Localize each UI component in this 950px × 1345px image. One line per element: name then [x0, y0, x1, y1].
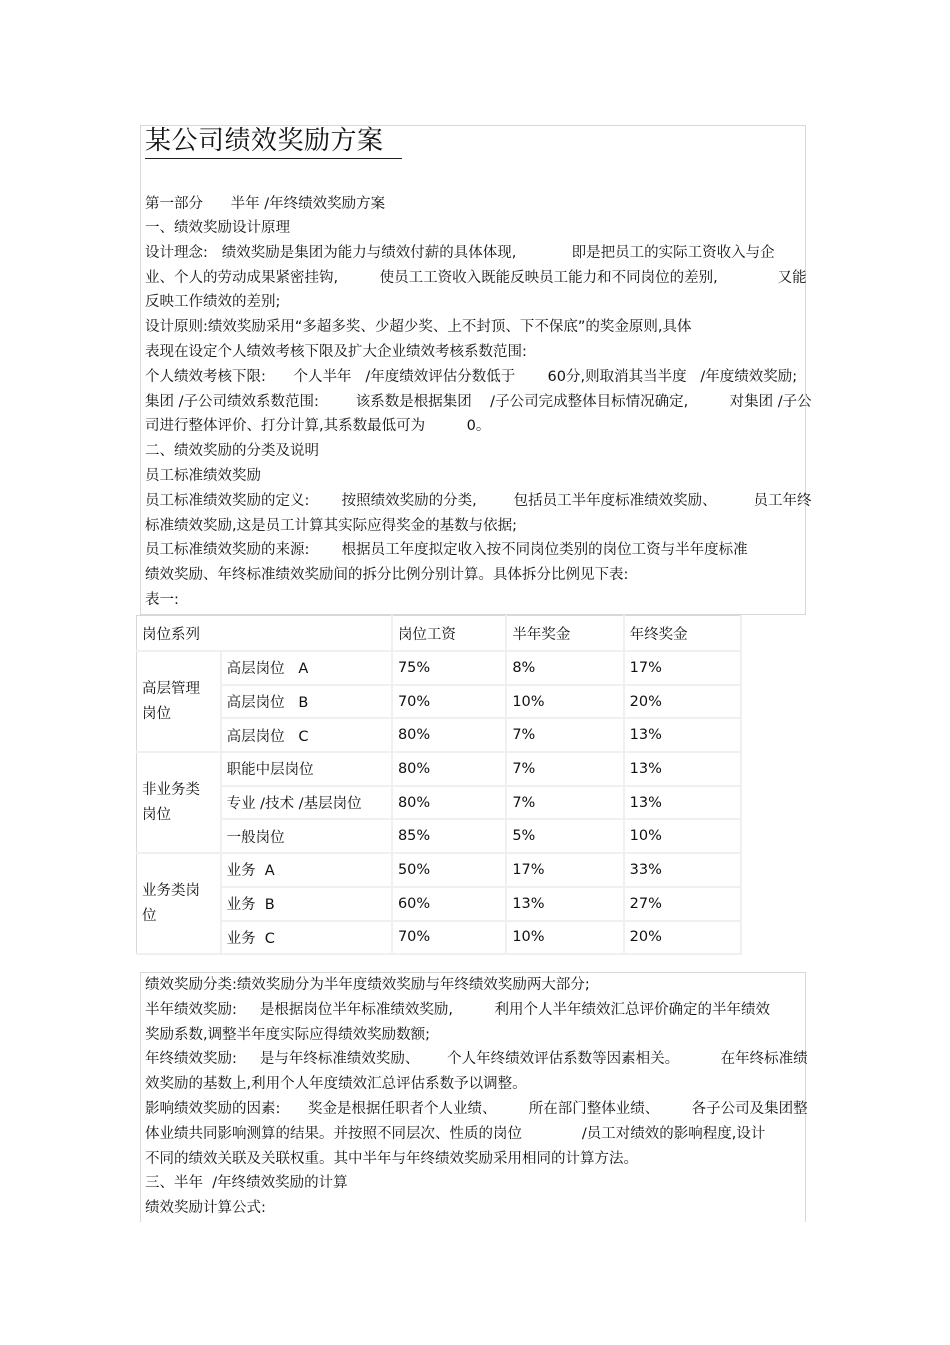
base-salary-cell: 50% [392, 853, 506, 887]
half-year-bonus-cell: 17% [506, 853, 623, 887]
text-line: 员工标准绩效奖励的来源: 根据员工年度拟定收入按不同岗位类别的岗位工资与半年度标准 [145, 542, 748, 559]
header-half-year-bonus: 半年奖金 [506, 616, 623, 652]
base-salary-cell: 80% [392, 752, 506, 786]
text-line: 年终绩效奖励: 是与年终标准绩效奖励、 个人年终绩效评估系数等因素相关。 在年终标准绩 [145, 1051, 808, 1068]
text-line: 业、个人的劳动成果紧密挂钩, 使员工工资收入既能反映员工能力和不同岗位的差别, 又能 [145, 269, 807, 286]
base-salary-cell: 80% [392, 718, 506, 752]
half-year-bonus-cell: 5% [506, 819, 623, 853]
text-line: 奖励系数,调整半年度实际应得绩效奖励数额; [145, 1026, 430, 1043]
text-line: 三、半年 /年终绩效奖励的计算 [145, 1175, 348, 1192]
text-line: 一、绩效奖励设计原理 [145, 220, 290, 236]
text-line: 表一: [145, 592, 179, 608]
base-salary-cell: 70% [392, 685, 506, 719]
year-end-bonus-cell: 10% [624, 819, 741, 853]
year-end-bonus-cell: 33% [624, 853, 741, 887]
header-position-series: 岗位系列 [137, 616, 392, 652]
group-name-cell: 非业务类 岗位 [137, 752, 221, 853]
table-row [137, 685, 742, 719]
text-line: 员工标准绩效奖励 [145, 468, 261, 484]
text-line: 员工标准绩效奖励的定义: 按照绩效奖励的分类, 包括员工半年度标准绩效奖励、 员工年终 [145, 492, 812, 509]
position-cell: 一般岗位 [221, 819, 392, 853]
half-year-bonus-cell: 13% [506, 887, 623, 921]
base-salary-cell: 80% [392, 786, 506, 820]
table-row [137, 752, 742, 786]
document-title: 某公司绩效奖励方案 [145, 124, 402, 159]
text-line: 表现在设定个人绩效考核下限及扩大企业绩效考核系数范围: [145, 344, 527, 360]
text-line: 反映工作绩效的差别; [145, 294, 281, 311]
position-cell: 高层岗位 C [221, 718, 392, 752]
position-cell: 业务 B [221, 887, 392, 921]
text-line: 设计原则:绩效奖励采用“多超多奖、少超少奖、上不封顶、下不保底”的奖金原则,具体 [145, 319, 692, 336]
year-end-bonus-cell: 13% [624, 752, 741, 786]
group-name-cell: 高层管理 岗位 [137, 651, 221, 752]
half-year-bonus-cell: 7% [506, 752, 623, 786]
table-header-row [137, 616, 742, 652]
base-salary-cell: 70% [392, 921, 506, 955]
text-line: 效奖励的基数上,利用个人年度绩效汇总评估系数予以调整。 [145, 1076, 527, 1093]
year-end-bonus-cell: 20% [624, 921, 741, 955]
text-line: 影响绩效奖励的因素: 奖金是根据任职者个人业绩、 所在部门整体业绩、 各子公司及集团整 [145, 1101, 808, 1117]
position-cell: 高层岗位 A [221, 651, 392, 685]
table-row [137, 786, 742, 820]
half-year-bonus-cell: 7% [506, 718, 623, 752]
header-base-salary: 岗位工资 [392, 616, 506, 652]
text-line: 绩效奖励计算公式: [145, 1200, 266, 1217]
section-heading: 第一部分 半年 /年终绩效奖励方案 [145, 196, 386, 212]
half-year-bonus-cell: 8% [506, 651, 623, 685]
text-line: 标准绩效奖励,这是员工计算其实际应得奖金的基数与依据; [145, 517, 517, 534]
half-year-bonus-cell: 10% [506, 921, 623, 955]
base-salary-cell: 75% [392, 651, 506, 685]
year-end-bonus-cell: 17% [624, 651, 741, 685]
half-year-bonus-cell: 7% [506, 786, 623, 820]
year-end-bonus-cell: 13% [624, 786, 741, 820]
year-end-bonus-cell: 13% [624, 718, 741, 752]
half-year-bonus-cell: 10% [506, 685, 623, 719]
base-salary-cell: 85% [392, 819, 506, 853]
text-line: 体业绩共同影响测算的结果。并按照不同层次、性质的岗位 /员工对绩效的影响程度,设计 [145, 1125, 766, 1142]
text-line: 集团 /子公司绩效系数范围: 该系数是根据集团 /子公司完成整体目标情况确定, 对集团 /子公 [145, 393, 812, 410]
table-row [137, 651, 742, 685]
base-salary-cell: 60% [392, 887, 506, 921]
position-cell: 高层岗位 B [221, 685, 392, 719]
group-name-cell: 业务类岗 位 [137, 853, 221, 954]
position-cell: 业务 A [221, 853, 392, 887]
text-line: 半年绩效奖励: 是根据岗位半年标准绩效奖励, 利用个人半年绩效汇总评价确定的半年绩效 [145, 1001, 771, 1018]
header-year-end-bonus: 年终奖金 [624, 616, 741, 652]
bonus-split-table [136, 615, 742, 955]
table-row [137, 921, 742, 955]
table-row [137, 887, 742, 921]
text-line: 二、绩效奖励的分类及说明 [145, 443, 319, 460]
year-end-bonus-cell: 20% [624, 685, 741, 719]
text-line: 不同的绩效关联及关联权重。其中半年与年终绩效奖励采用相同的计算方法。 [145, 1150, 638, 1167]
table-row [137, 718, 742, 752]
position-cell: 业务 C [221, 921, 392, 955]
text-line: 绩效奖励、年终标准绩效奖励间的拆分比例分别计算。具体拆分比例见下表: [145, 567, 629, 584]
position-cell: 职能中层岗位 [221, 752, 392, 786]
position-cell: 专业 /技术 /基层岗位 [221, 786, 392, 820]
text-line: 设计理念: 绩效奖励是集团为能力与绩效付薪的具体体现, 即是把员工的实际工资收入与企 [145, 244, 775, 261]
text-line: 个人绩效考核下限: 个人半年 /年度绩效评估分数低于 60分,则取消其当半度 /年度绩效奖励; [145, 368, 798, 385]
table-row [137, 819, 742, 853]
text-line: 绩效奖励分类:绩效奖励分为半年度绩效奖励与年终绩效奖励两大部分; [145, 977, 590, 993]
year-end-bonus-cell: 27% [624, 887, 741, 921]
text-line: 司进行整体评价、打分计算,其系数最低可为 0。 [145, 418, 491, 435]
table-row [137, 853, 742, 887]
